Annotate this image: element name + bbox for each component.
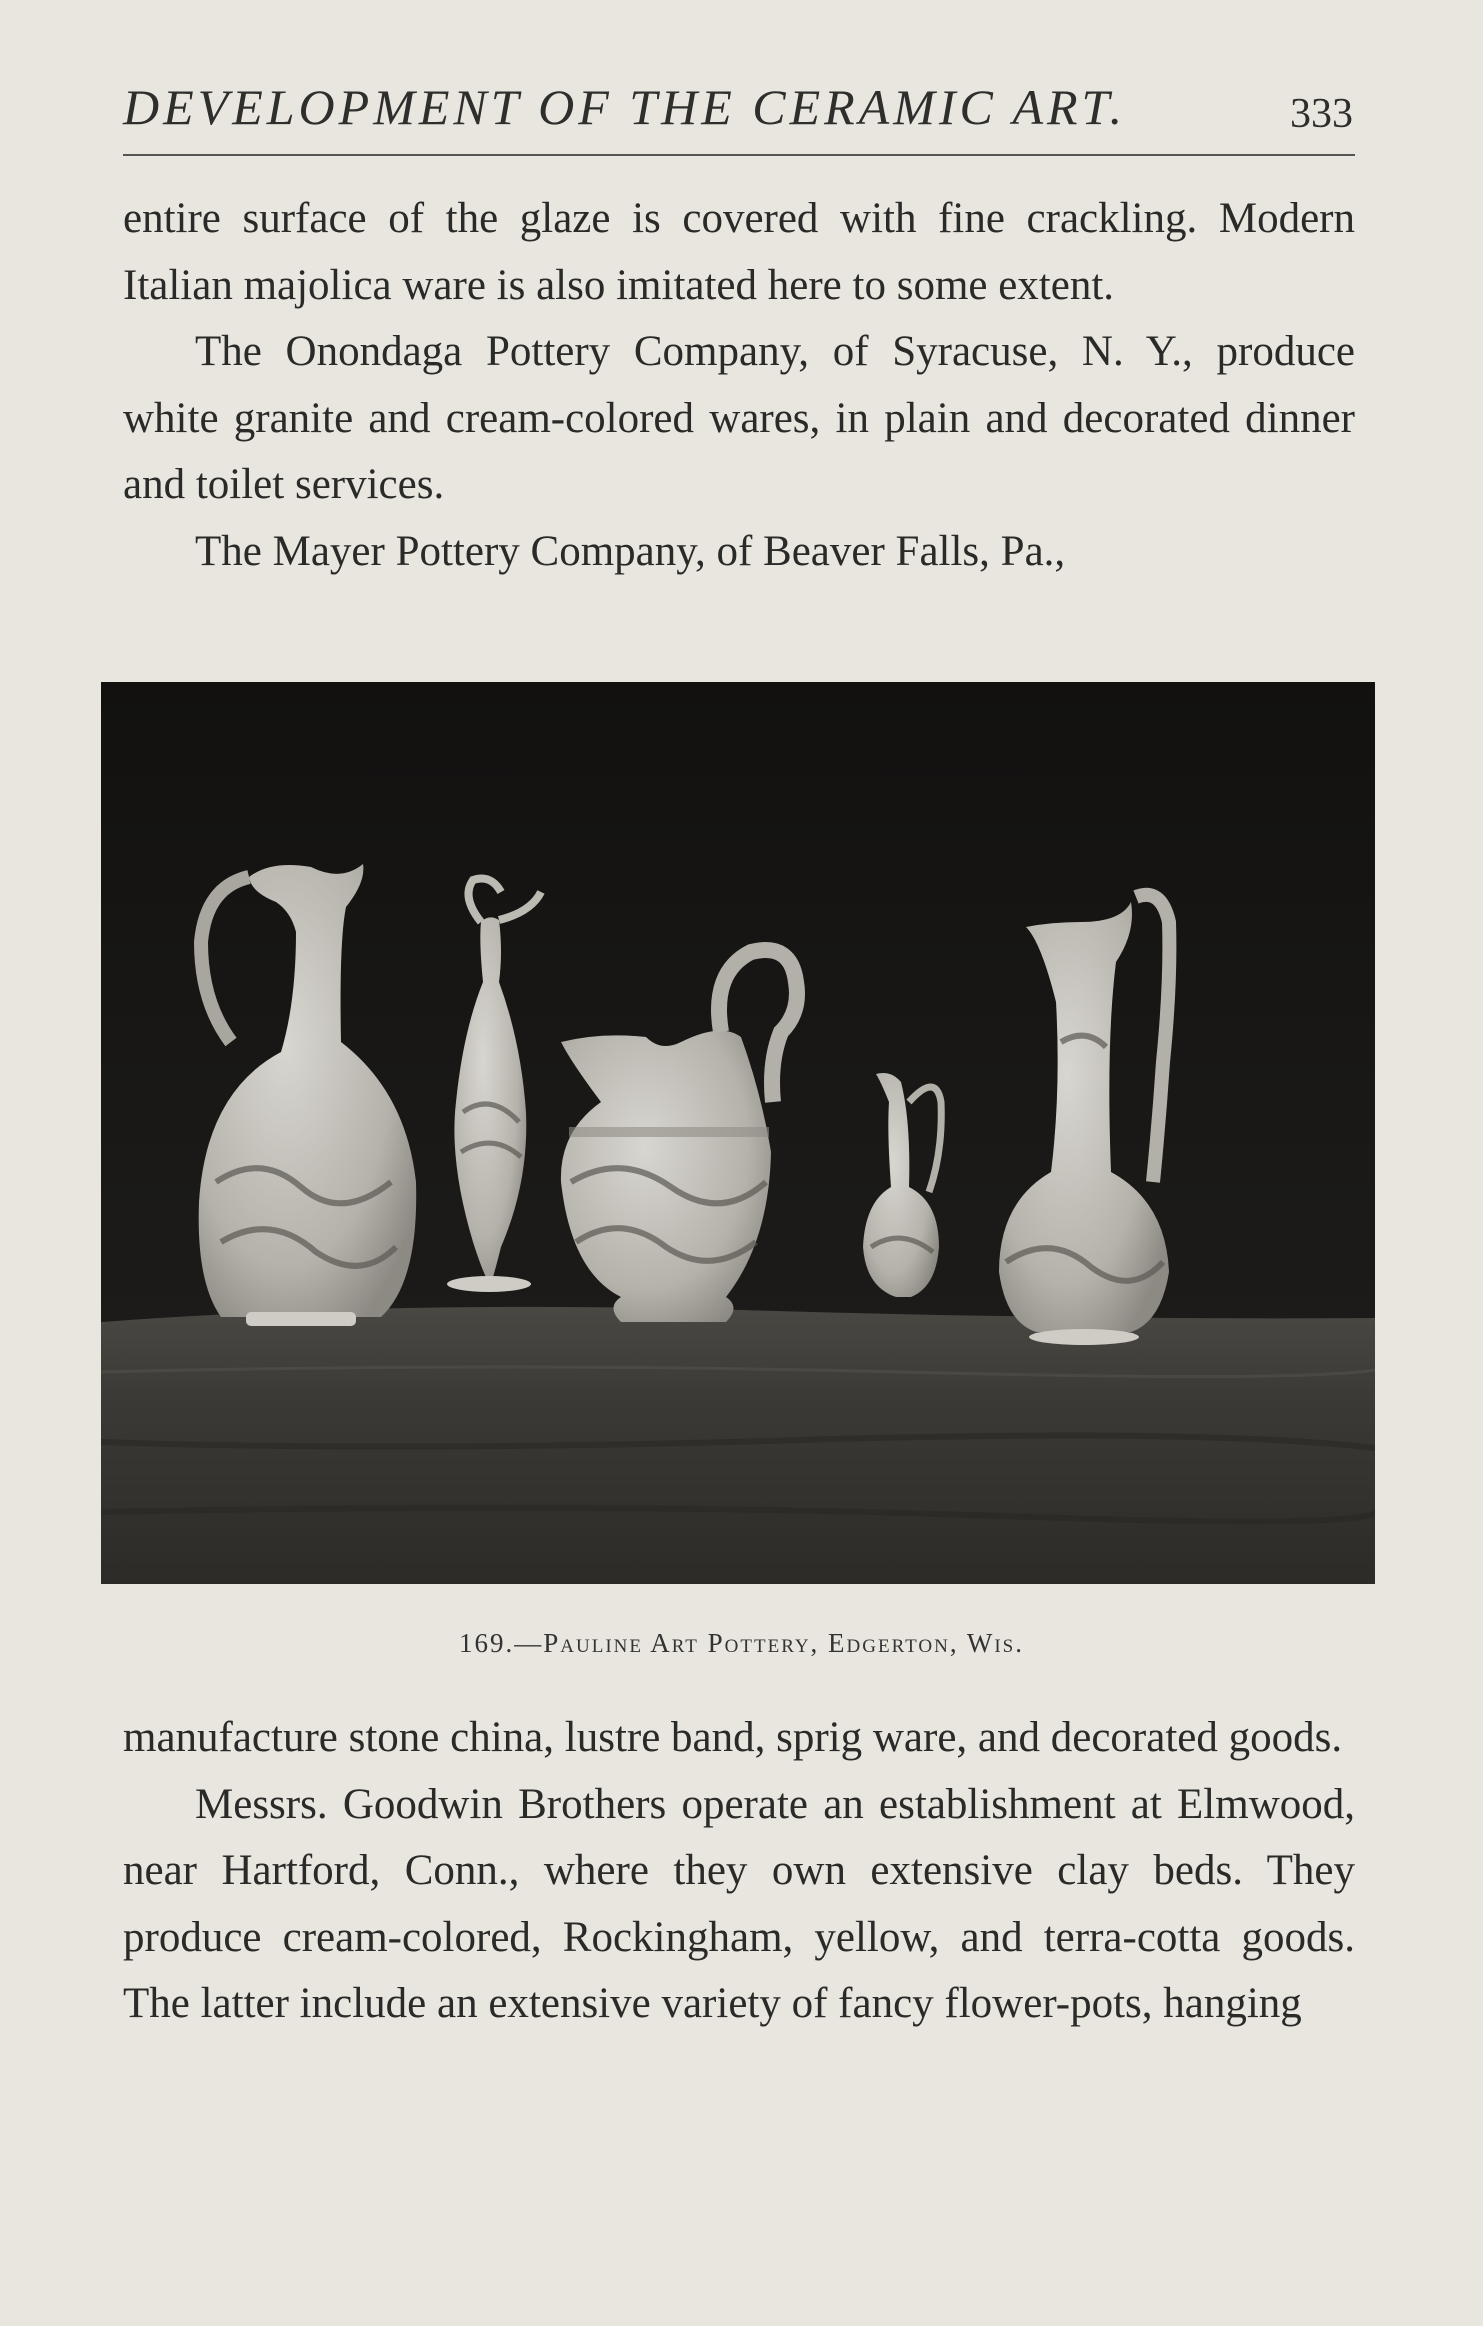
paragraph: The Mayer Pottery Company, of Beaver Falls, Pa.,: [195, 527, 1066, 575]
paragraph: entire surface of the glaze is covered with fine crackling. Modern Italian majolica ware is also imitated here to some extent.: [123, 195, 1355, 309]
paragraph: manufacture stone china, lustre band, sprig ware, and decorated goods.: [123, 1714, 1343, 1761]
paragraph: Messrs. Goodwin Brothers operate an establishment at Elmwood, near Hartford, Conn., where they own extensive clay beds. They produce cream-colored, Rockingham, yellow, and terra-cotta goods. The latter include an extensive variety of fancy flower-pots, hanging: [123, 1780, 1355, 2028]
body-text-bottom: [123, 1705, 1355, 2038]
paragraph: The Onondaga Pottery Company, of Syracuse, N. Y., produce white granite and cream-colored wares, in plain and decorated dinner and toilet services.: [123, 328, 1355, 509]
running-title: DEVELOPMENT OF THE CERAMIC ART.: [123, 79, 1127, 135]
figure-caption: 169.—Pauline Art Pottery, Edgerton, Wis.: [459, 1628, 1024, 1658]
header-rule: [123, 154, 1355, 156]
body-text-top: [123, 186, 1355, 586]
running-head: [123, 78, 1353, 148]
pottery-photograph: [101, 682, 1375, 1584]
pottery-illustration: [101, 682, 1375, 1584]
page-number: 333: [1290, 91, 1353, 137]
